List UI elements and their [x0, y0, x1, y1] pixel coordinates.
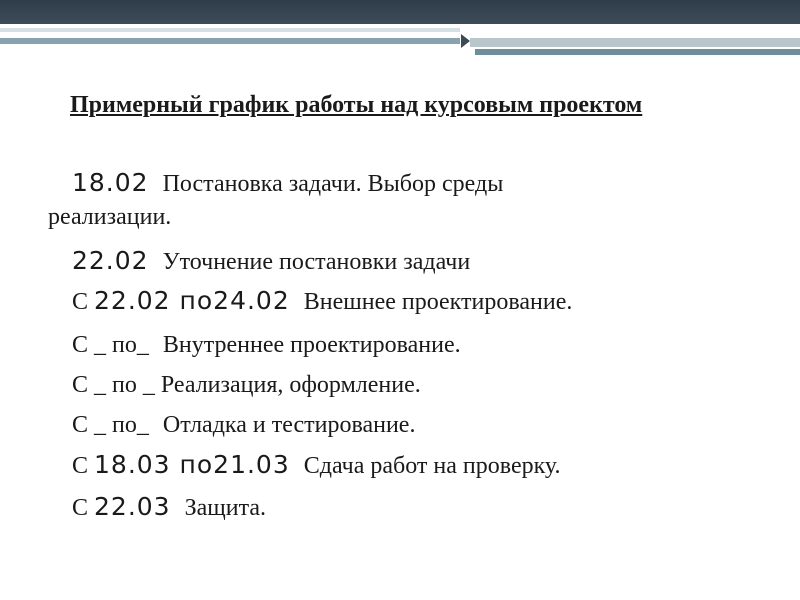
- schedule-prefix: С: [72, 412, 89, 438]
- schedule-task: Защита.: [184, 495, 267, 521]
- schedule-line: [72, 450, 561, 481]
- schedule-prefix: С: [72, 289, 89, 315]
- schedule-line: [72, 168, 503, 199]
- slide-title: Примерный график работы над курсовым проектом: [70, 92, 643, 118]
- schedule-task: Внутреннее проектирование.: [162, 332, 461, 358]
- schedule-task: Отладка и тестирование.: [162, 412, 416, 438]
- schedule-prefix: С: [72, 332, 89, 358]
- schedule-line: [72, 370, 421, 400]
- schedule-line: [72, 492, 266, 523]
- schedule-date: 22.02 по24.02: [94, 286, 290, 315]
- schedule-date: _ по _: [94, 372, 155, 398]
- schedule-date: _ по_: [94, 332, 149, 358]
- schedule-task: Сдача работ на проверку.: [303, 453, 561, 479]
- schedule-line: [72, 410, 415, 440]
- schedule-task: Постановка задачи. Выбор среды: [162, 171, 504, 197]
- schedule-task: реализации.: [48, 204, 172, 230]
- schedule-prefix: С: [72, 453, 89, 479]
- schedule-task: Реализация, оформление.: [160, 372, 421, 398]
- schedule-date: 22.02: [72, 246, 149, 275]
- schedule-prefix: С: [72, 495, 89, 521]
- schedule-date: 18.02: [72, 168, 149, 197]
- schedule-line: [48, 202, 171, 232]
- schedule-line: [72, 286, 572, 317]
- schedule-task: Уточнение постановки задачи: [162, 249, 471, 275]
- schedule-task: Внешнее проектирование.: [303, 289, 573, 315]
- schedule-line: [72, 246, 470, 277]
- schedule-prefix: С: [72, 372, 89, 398]
- schedule-line: [72, 330, 461, 360]
- schedule-date: 22.03: [94, 492, 171, 521]
- schedule-date: 18.03 по21.03: [94, 450, 290, 479]
- schedule-date: _ по_: [94, 412, 149, 438]
